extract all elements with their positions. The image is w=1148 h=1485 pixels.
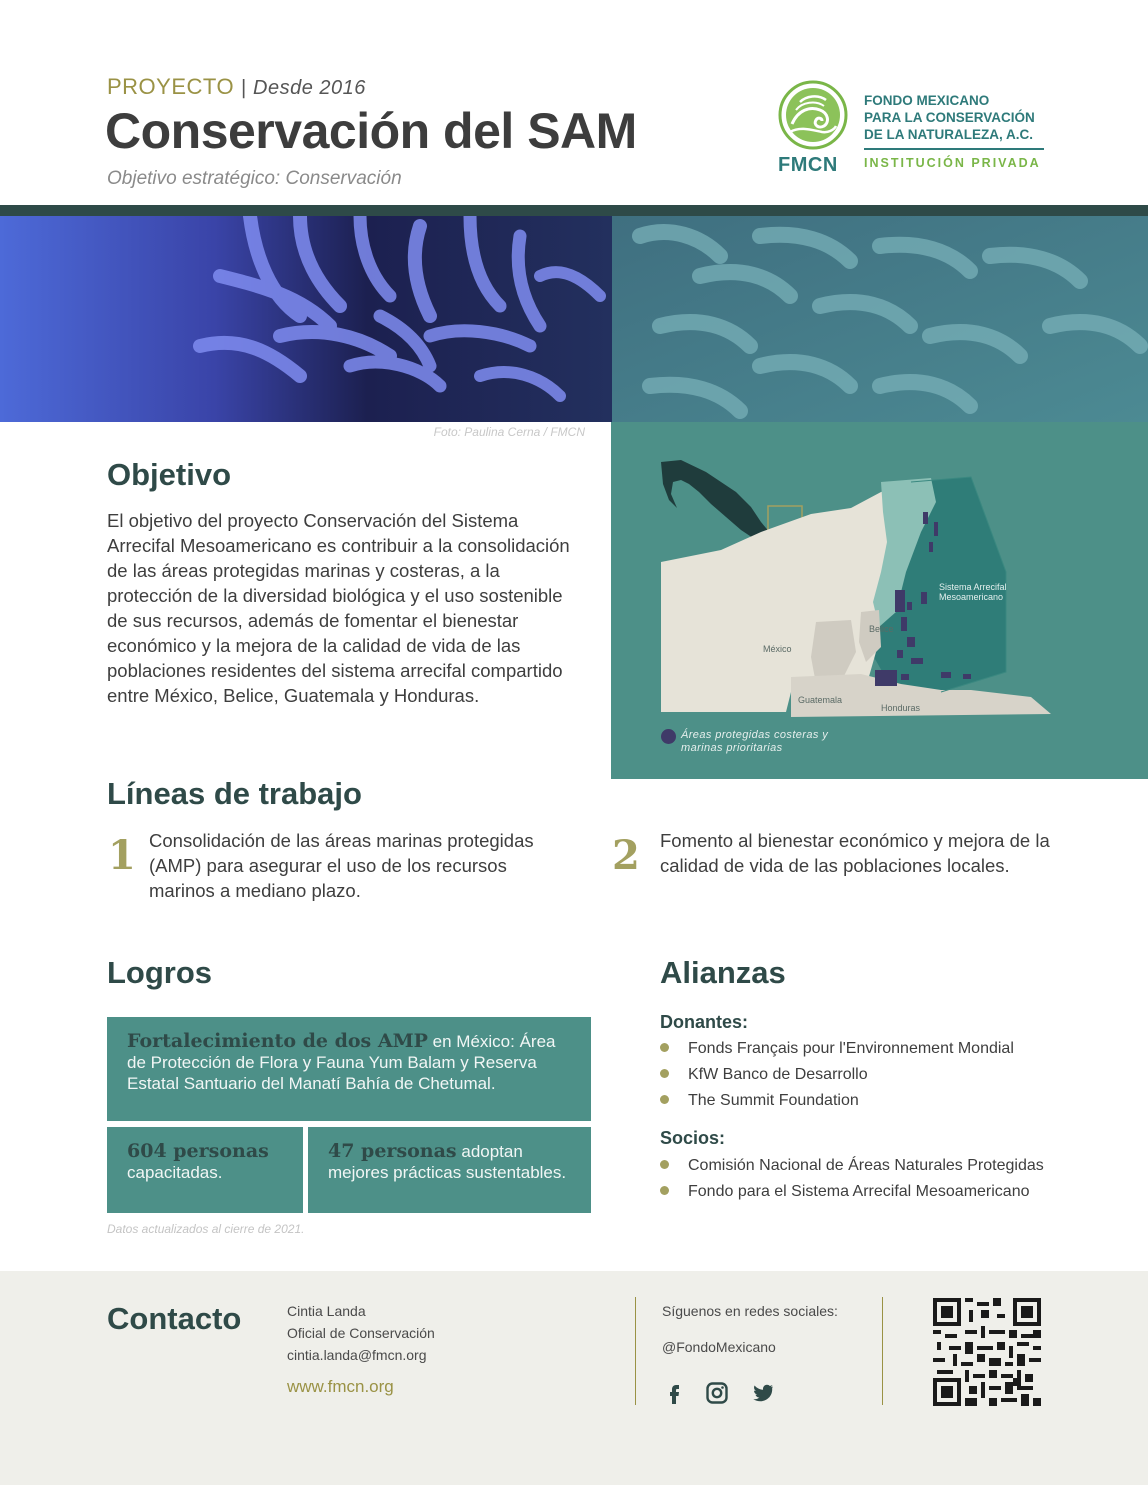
logro-strong: 604 personas — [127, 1140, 269, 1162]
qr-code[interactable] — [933, 1298, 1041, 1406]
logros-note: Datos actualizados al cierre de 2021. — [107, 1222, 305, 1236]
twitter-icon[interactable] — [751, 1381, 775, 1405]
map-label-guatemala: Guatemala — [798, 695, 843, 705]
list-item — [660, 1155, 1044, 1177]
footer-divider — [635, 1297, 636, 1405]
logo-name — [864, 92, 1035, 143]
line-item-text: Consolidación de las áreas marinas protegidas (AMP) para asegurar el uso de los recursos marinos a mediano plazo. — [149, 830, 534, 901]
logro-strong: Fortalecimiento de dos AMP — [127, 1030, 428, 1052]
social-title: Síguenos en redes sociales: — [662, 1303, 838, 1319]
coral-anemone-photo — [0, 216, 1148, 422]
list-item — [660, 1064, 868, 1086]
objetivo-heading: Objetivo — [107, 457, 232, 492]
since-label: Desde 2016 — [253, 77, 366, 99]
lineas-heading: Líneas de trabajo — [107, 776, 362, 811]
legend-marker — [661, 729, 676, 744]
bullet-icon — [660, 1095, 669, 1104]
sam-region-map — [611, 422, 1148, 779]
bullet-icon — [660, 1186, 669, 1195]
contacto-heading: Contacto — [107, 1301, 242, 1336]
bullet-icon — [660, 1043, 669, 1052]
map-label-line: Sistema Arrecifal — [939, 582, 1007, 592]
logro-capacitadas-box — [107, 1127, 303, 1213]
socios-label: Socios: — [660, 1128, 726, 1148]
line-item-text: Fomento al bienestar económico y mejora de la calidad de vida de las poblaciones locales. — [660, 830, 1050, 876]
line-number: 1 — [108, 832, 136, 879]
donante-name: Fonds Français pour l'Environnement Mondial — [688, 1040, 1014, 1057]
facebook-icon[interactable] — [662, 1381, 686, 1405]
bullet-icon — [660, 1160, 669, 1169]
kicker-label: PROYECTO — [107, 74, 235, 99]
bullet-icon — [660, 1069, 669, 1078]
donante-name: KfW Banco de Desarrollo — [688, 1066, 868, 1083]
kicker-separator: | — [240, 77, 247, 99]
map-panel — [611, 422, 1148, 779]
logro-text: capacitadas. — [127, 1163, 223, 1182]
social-handle[interactable]: @FondoMexicano — [662, 1339, 776, 1355]
list-item — [660, 1038, 1014, 1060]
logro-text: adoptan mejores prácticas sustentables. — [328, 1142, 567, 1182]
socio-name: Comisión Nacional de Áreas Naturales Protegidas — [688, 1157, 1044, 1174]
line-number: 2 — [612, 832, 640, 879]
alianzas-heading: Alianzas — [660, 955, 786, 990]
logo-name-line: DE LA NATURALEZA, A.C. — [864, 127, 1033, 142]
logro-amp-box — [107, 1017, 591, 1121]
map-label-mexico: México — [763, 644, 792, 654]
logro-strong: 47 personas — [328, 1140, 457, 1162]
wave-circle-icon — [778, 80, 848, 150]
project-kicker — [107, 74, 366, 100]
donantes-label: Donantes: — [660, 1012, 749, 1032]
contact-role: Oficial de Conservación — [287, 1325, 435, 1341]
map-label-line: Mesoamericano — [939, 592, 1004, 602]
footer-divider — [882, 1297, 883, 1405]
logo-name-line: FONDO MEXICANO — [864, 93, 990, 108]
website-link[interactable]: www.fmcn.org — [287, 1377, 394, 1396]
logo-name-line: PARA LA CONSERVACIÓN — [864, 110, 1035, 125]
socio-name: Fondo para el Sistema Arrecifal Mesoamericano — [688, 1183, 1030, 1200]
page-subtitle: Objetivo estratégico: Conservación — [107, 168, 402, 189]
page-title: Conservación del SAM — [105, 103, 637, 159]
contact-footer — [0, 1271, 1148, 1485]
header-band — [0, 205, 1148, 216]
logros-heading: Logros — [107, 955, 213, 990]
logro-practicas-box — [308, 1127, 591, 1213]
logo-divider — [864, 148, 1044, 150]
contact-email[interactable]: cintia.landa@fmcn.org — [287, 1347, 427, 1363]
photo-caption: Foto: Paulina Cerna / FMCN — [433, 425, 585, 439]
instagram-icon[interactable] — [705, 1381, 729, 1405]
map-label-belice: Belice — [869, 624, 894, 634]
logo-tagline: INSTITUCIÓN PRIVADA — [864, 156, 1041, 170]
map-legend: Áreas protegidas costeras y marinas prioritarias — [681, 729, 829, 754]
map-label-honduras: Honduras — [881, 703, 921, 713]
contact-name: Cintia Landa — [287, 1303, 366, 1319]
list-item — [660, 1181, 1030, 1203]
donante-name: The Summit Foundation — [688, 1092, 859, 1109]
objetivo-text: El objetivo del proyecto Conservación del Sistema Arrecifal Mesoamericano es contribuir a la consolidación de las áreas protegidas marinas y costeras, a la protección de la diversidad biológica y el uso sostenible de sus recursos, además de fomentar el bienestar económico y la mejora de la calidad de vida de las poblaciones residentes del sistema arrecifal compartido entre México, Belice, Guatemala y Honduras. — [107, 510, 570, 706]
logo-acronym: FMCN — [778, 154, 838, 176]
list-item — [660, 1090, 859, 1112]
logro-text: en México: Área de Protección de Flora y Fauna Yum Balam y Reserva Estatal Santuario del Manatí Bahía de Chetumal. — [127, 1032, 556, 1093]
map-label-sam — [939, 582, 1007, 602]
fmcn-logo — [776, 80, 1056, 180]
